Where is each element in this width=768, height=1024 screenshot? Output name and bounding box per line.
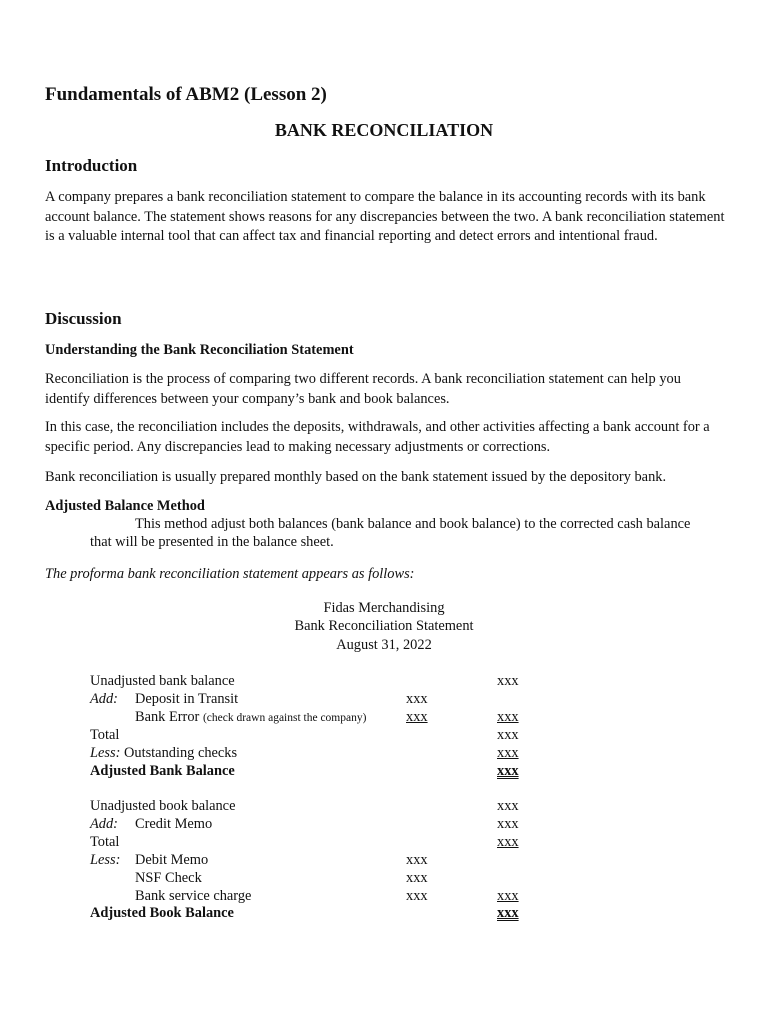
amount-right: xxx xyxy=(497,798,519,814)
amount-right: xxx xyxy=(497,673,519,689)
row-label: Deposit in Transit xyxy=(135,691,239,707)
statement-name: Bank Reconciliation Statement xyxy=(294,618,474,634)
amount-right: xxx xyxy=(497,709,519,725)
discussion-paragraph-1: Reconciliation is the process of comparing two different records. A bank reconciliation statement can help you identify differences between your company’s bank and book balances. xyxy=(45,371,681,407)
statement-company: Fidas Merchandising xyxy=(323,600,445,616)
understanding-subheading: Understanding the Bank Reconciliation Statement xyxy=(45,342,354,358)
amount-mid: xxx xyxy=(406,691,428,707)
amount-right: xxx xyxy=(497,905,519,921)
row-label: Total xyxy=(90,834,120,850)
method-heading: Adjusted Balance Method xyxy=(45,498,205,514)
outstanding-checks-row xyxy=(0,744,768,762)
discussion-paragraph-2: In this case, the reconciliation includes the deposits, withdrawals, and other activities affecting a bank account for a specific period. Any discrepancies lead to making necessary adjustments or corrections. xyxy=(45,419,710,455)
amount-mid: xxx xyxy=(406,852,428,868)
amount-mid: xxx xyxy=(406,888,428,904)
row-label xyxy=(90,744,237,762)
add-label: Add: xyxy=(90,816,118,832)
bank-error-note: (check drawn against the company) xyxy=(202,712,367,724)
add-label: Add: xyxy=(90,691,118,707)
introduction-paragraph: A company prepares a bank reconciliation statement to compare the balance in its accounting records with its bank account balance. The statement shows reasons for any discrepancies between the two. A bank reconciliation statement is a valuable internal tool that can affect tax and financial reporting and detect errors and intentional fraud. xyxy=(45,189,725,244)
row-label: Unadjusted bank balance xyxy=(90,673,235,689)
statement-date: August 31, 2022 xyxy=(336,637,432,653)
row-label: NSF Check xyxy=(135,870,202,886)
row-label xyxy=(135,708,366,727)
row-label: Credit Memo xyxy=(135,816,213,832)
service-charge-row xyxy=(0,887,768,905)
less-label: Less: xyxy=(90,852,121,868)
method-line-2: that will be presented in the balance sheet. xyxy=(90,534,334,550)
bank-error-row xyxy=(0,708,768,726)
discussion-heading: Discussion xyxy=(45,309,122,328)
bank-error-label: Bank Error xyxy=(135,709,200,725)
course-title: Fundamentals of ABM2 (Lesson 2) xyxy=(45,84,327,105)
amount-mid: xxx xyxy=(406,870,428,886)
amount-mid: xxx xyxy=(406,709,428,725)
row-label: Debit Memo xyxy=(135,852,209,868)
row-label: Adjusted Book Balance xyxy=(90,905,234,921)
amount-right: xxx xyxy=(497,816,519,832)
row-label: Adjusted Bank Balance xyxy=(90,763,235,779)
unadjusted-bank-row xyxy=(0,672,768,690)
deposit-in-transit-row xyxy=(0,690,768,708)
adjusted-bank-row xyxy=(0,762,768,780)
outstanding-label: Outstanding checks xyxy=(124,745,238,761)
introduction-heading: Introduction xyxy=(45,156,138,175)
amount-right: xxx xyxy=(497,834,519,850)
amount-right: xxx xyxy=(497,763,519,779)
nsf-check-row xyxy=(0,869,768,887)
book-total-row xyxy=(0,833,768,851)
bank-total-row xyxy=(0,726,768,744)
amount-right: xxx xyxy=(497,727,519,743)
page-title: BANK RECONCILIATION xyxy=(274,120,494,140)
credit-memo-row xyxy=(0,815,768,833)
row-label: Bank service charge xyxy=(135,888,252,904)
amount-right: xxx xyxy=(497,745,519,761)
proforma-caption: The proforma bank reconciliation statement appears as follows: xyxy=(45,566,415,582)
row-label: Unadjusted book balance xyxy=(90,798,236,814)
method-line-1: This method adjust both balances (bank balance and book balance) to the corrected cash balance xyxy=(135,516,691,532)
debit-memo-row xyxy=(0,851,768,869)
row-label: Total xyxy=(90,727,120,743)
adjusted-book-row xyxy=(0,904,768,922)
less-label: Less: xyxy=(90,745,121,761)
unadjusted-book-row xyxy=(0,797,768,815)
discussion-paragraph-3: Bank reconciliation is usually prepared monthly based on the bank statement issued by the depository bank. xyxy=(45,469,667,485)
amount-right: xxx xyxy=(497,888,519,904)
